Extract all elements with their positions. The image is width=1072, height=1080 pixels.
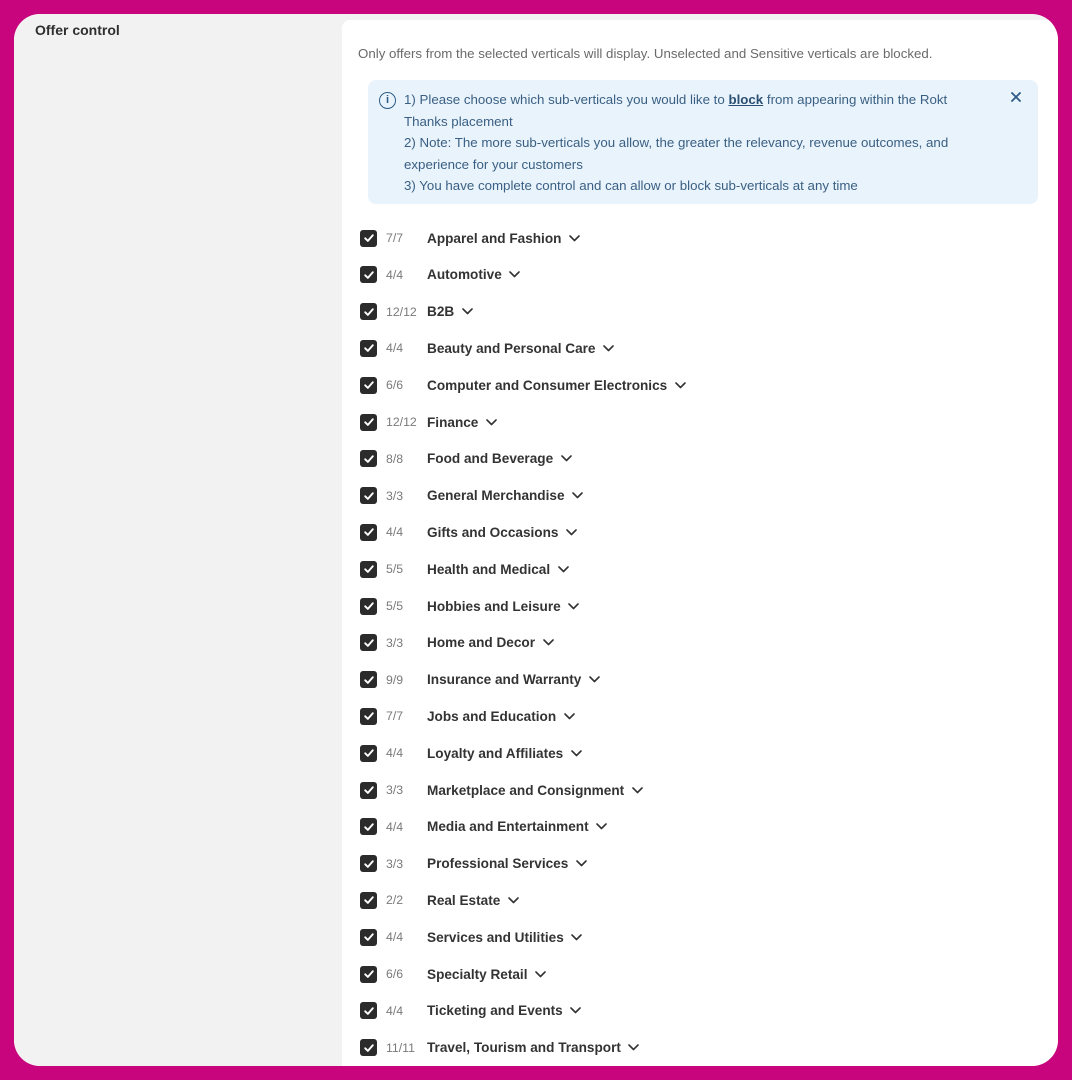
checkmark-icon [363, 490, 375, 502]
vertical-checkbox[interactable] [360, 929, 377, 946]
vertical-count: 8/8 [386, 451, 404, 466]
chevron-down-icon[interactable] [557, 563, 569, 575]
chevron-down-icon[interactable] [507, 894, 519, 906]
checkmark-icon [363, 600, 375, 612]
info-line-2: 2) Note: The more sub-verticals you allow, the greater the relevancy, revenue outcomes, and experience for your customers [404, 135, 949, 172]
vertical-checkbox[interactable] [360, 266, 377, 283]
vertical-row [360, 373, 686, 397]
vertical-name: Hobbies and Leisure [427, 598, 561, 614]
checkmark-icon [363, 453, 375, 465]
vertical-row [360, 594, 580, 618]
checkmark-icon [363, 637, 375, 649]
vertical-count: 5/5 [386, 562, 404, 577]
chevron-down-icon[interactable] [570, 1005, 582, 1017]
vertical-row [360, 888, 519, 912]
vertical-count: 12/12 [386, 304, 417, 319]
info-banner [368, 80, 1038, 204]
checkmark-icon [363, 821, 375, 833]
checkmark-icon [363, 563, 375, 575]
vertical-row [360, 410, 497, 434]
vertical-name: Professional Services [427, 856, 569, 872]
chevron-down-icon[interactable] [575, 858, 587, 870]
chevron-down-icon[interactable] [568, 600, 580, 612]
checkmark-icon [363, 858, 375, 870]
chevron-down-icon[interactable] [485, 416, 497, 428]
vertical-checkbox[interactable] [360, 1039, 377, 1056]
chevron-down-icon[interactable] [461, 306, 473, 318]
checkmark-icon [363, 968, 375, 980]
vertical-row [360, 999, 582, 1023]
vertical-count: 4/4 [386, 1003, 404, 1018]
close-icon-glyph [1010, 91, 1022, 103]
app-frame [14, 14, 1058, 1066]
vertical-count: 4/4 [386, 525, 404, 540]
vertical-name: B2B [427, 304, 455, 320]
checkmark-icon [363, 1042, 375, 1054]
vertical-name: Media and Entertainment [427, 819, 589, 835]
vertical-count: 11/11 [386, 1040, 415, 1055]
vertical-count: 4/4 [386, 267, 404, 282]
checkmark-icon [363, 416, 375, 428]
info-icon: i [379, 92, 396, 109]
vertical-checkbox[interactable] [360, 377, 377, 394]
info-banner-text [404, 89, 994, 197]
vertical-row [360, 815, 608, 839]
vertical-checkbox[interactable] [360, 340, 377, 357]
vertical-row [360, 778, 643, 802]
vertical-name: Real Estate [427, 892, 501, 908]
vertical-row [360, 226, 580, 250]
checkmark-icon [363, 232, 375, 244]
vertical-name: Travel, Tourism and Transport [427, 1040, 621, 1056]
vertical-name: General Merchandise [427, 488, 565, 504]
vertical-checkbox[interactable] [360, 892, 377, 909]
vertical-name: Finance [427, 414, 479, 430]
vertical-checkbox[interactable] [360, 745, 377, 762]
checkmark-icon [363, 379, 375, 391]
vertical-checkbox[interactable] [360, 487, 377, 504]
vertical-name: Health and Medical [427, 561, 551, 577]
vertical-row [360, 704, 575, 728]
vertical-name: Food and Beverage [427, 451, 554, 467]
chevron-down-icon[interactable] [570, 747, 582, 759]
vertical-row [360, 336, 614, 360]
chevron-down-icon[interactable] [631, 784, 643, 796]
vertical-count: 4/4 [386, 746, 404, 761]
section-title: Offer control [35, 22, 120, 38]
vertical-checkbox[interactable] [360, 598, 377, 615]
vertical-row [360, 447, 572, 471]
panel-description: Only offers from the selected verticals will display. Unselected and Sensitive verticals are blocked. [358, 46, 933, 61]
chevron-down-icon[interactable] [571, 931, 583, 943]
chevron-down-icon[interactable] [509, 269, 521, 281]
chevron-down-icon[interactable] [563, 710, 575, 722]
vertical-checkbox[interactable] [360, 561, 377, 578]
vertical-name: Automotive [427, 267, 502, 283]
vertical-count: 12/12 [386, 415, 417, 429]
vertical-count: 3/3 [386, 856, 404, 871]
chevron-down-icon[interactable] [565, 526, 577, 538]
vertical-row [360, 300, 473, 324]
chevron-down-icon[interactable] [560, 453, 572, 465]
checkmark-icon [363, 342, 375, 354]
info-line-3: 3) You have complete control and can allow or block sub-verticals at any time [404, 178, 858, 194]
checkmark-icon [363, 674, 375, 686]
vertical-row [360, 520, 577, 544]
vertical-count: 3/3 [386, 783, 404, 797]
chevron-down-icon[interactable] [568, 232, 580, 244]
vertical-name: Ticketing and Events [427, 1003, 563, 1019]
chevron-down-icon[interactable] [602, 342, 614, 354]
vertical-name: Gifts and Occasions [427, 524, 559, 540]
info-line-1 [404, 89, 994, 132]
chevron-down-icon[interactable] [542, 637, 554, 649]
vertical-name: Beauty and Personal Care [427, 340, 596, 356]
checkmark-icon [363, 710, 375, 722]
vertical-checkbox[interactable] [360, 818, 377, 835]
checkmark-icon [363, 784, 375, 796]
chevron-down-icon[interactable] [588, 674, 600, 686]
vertical-checkbox[interactable] [360, 782, 377, 799]
vertical-count: 4/4 [386, 819, 404, 834]
vertical-checkbox[interactable] [360, 524, 377, 541]
vertical-name: Jobs and Education [427, 708, 557, 724]
vertical-name: Insurance and Warranty [427, 672, 582, 688]
vertical-name: Apparel and Fashion [427, 230, 562, 246]
checkmark-icon [363, 931, 375, 943]
vertical-count: 4/4 [386, 341, 404, 356]
vertical-checkbox[interactable] [360, 414, 377, 431]
vertical-row [360, 925, 583, 949]
vertical-count: 3/3 [386, 635, 404, 650]
vertical-count: 6/6 [386, 967, 404, 981]
vertical-row [360, 1036, 640, 1060]
vertical-checkbox[interactable] [360, 671, 377, 688]
vertical-checkbox[interactable] [360, 230, 377, 247]
chevron-down-icon[interactable] [628, 1042, 640, 1054]
vertical-checkbox[interactable] [360, 450, 377, 467]
vertical-count: 7/7 [386, 709, 404, 724]
vertical-name: Specialty Retail [427, 966, 528, 982]
checkmark-icon [363, 894, 375, 906]
vertical-row [360, 484, 584, 508]
vertical-row [360, 557, 569, 581]
vertical-name: Home and Decor [427, 635, 536, 651]
vertical-count: 6/6 [386, 378, 404, 393]
vertical-row [360, 741, 582, 765]
info-line-1-suffix: from appearing within the Rokt Thanks placement [404, 92, 948, 129]
block-link[interactable]: block [728, 92, 764, 107]
vertical-count: 4/4 [386, 930, 404, 945]
vertical-name: Marketplace and Consignment [427, 782, 625, 798]
vertical-row [360, 668, 600, 692]
vertical-checkbox[interactable] [360, 855, 377, 872]
vertical-checkbox[interactable] [360, 708, 377, 725]
chevron-down-icon[interactable] [572, 490, 584, 502]
vertical-row [360, 631, 554, 655]
vertical-checkbox[interactable] [360, 1002, 377, 1019]
checkmark-icon [363, 1005, 375, 1017]
vertical-name: Loyalty and Affiliates [427, 745, 564, 761]
chevron-down-icon[interactable] [535, 968, 547, 980]
vertical-checkbox[interactable] [360, 303, 377, 320]
offer-control-panel [342, 20, 1058, 1066]
vertical-count: 2/2 [386, 893, 404, 908]
vertical-count: 7/7 [386, 231, 404, 245]
vertical-count: 3/3 [386, 488, 404, 503]
close-icon[interactable] [1006, 88, 1026, 108]
vertical-checkbox[interactable] [360, 634, 377, 651]
vertical-name: Computer and Consumer Electronics [427, 377, 668, 393]
checkmark-icon [363, 526, 375, 538]
left-column [14, 14, 342, 1066]
vertical-count: 5/5 [386, 599, 404, 613]
vertical-name: Services and Utilities [427, 929, 564, 945]
checkmark-icon [363, 269, 375, 281]
vertical-row [360, 852, 587, 876]
vertical-count: 9/9 [386, 672, 404, 687]
vertical-row [360, 962, 547, 986]
vertical-row [360, 263, 521, 287]
checkmark-icon [363, 306, 375, 318]
info-line-1-prefix: 1) Please choose which sub-verticals you would like to [404, 92, 729, 107]
checkmark-icon [363, 747, 375, 759]
chevron-down-icon[interactable] [596, 821, 608, 833]
vertical-checkbox[interactable] [360, 966, 377, 983]
chevron-down-icon[interactable] [674, 379, 686, 391]
